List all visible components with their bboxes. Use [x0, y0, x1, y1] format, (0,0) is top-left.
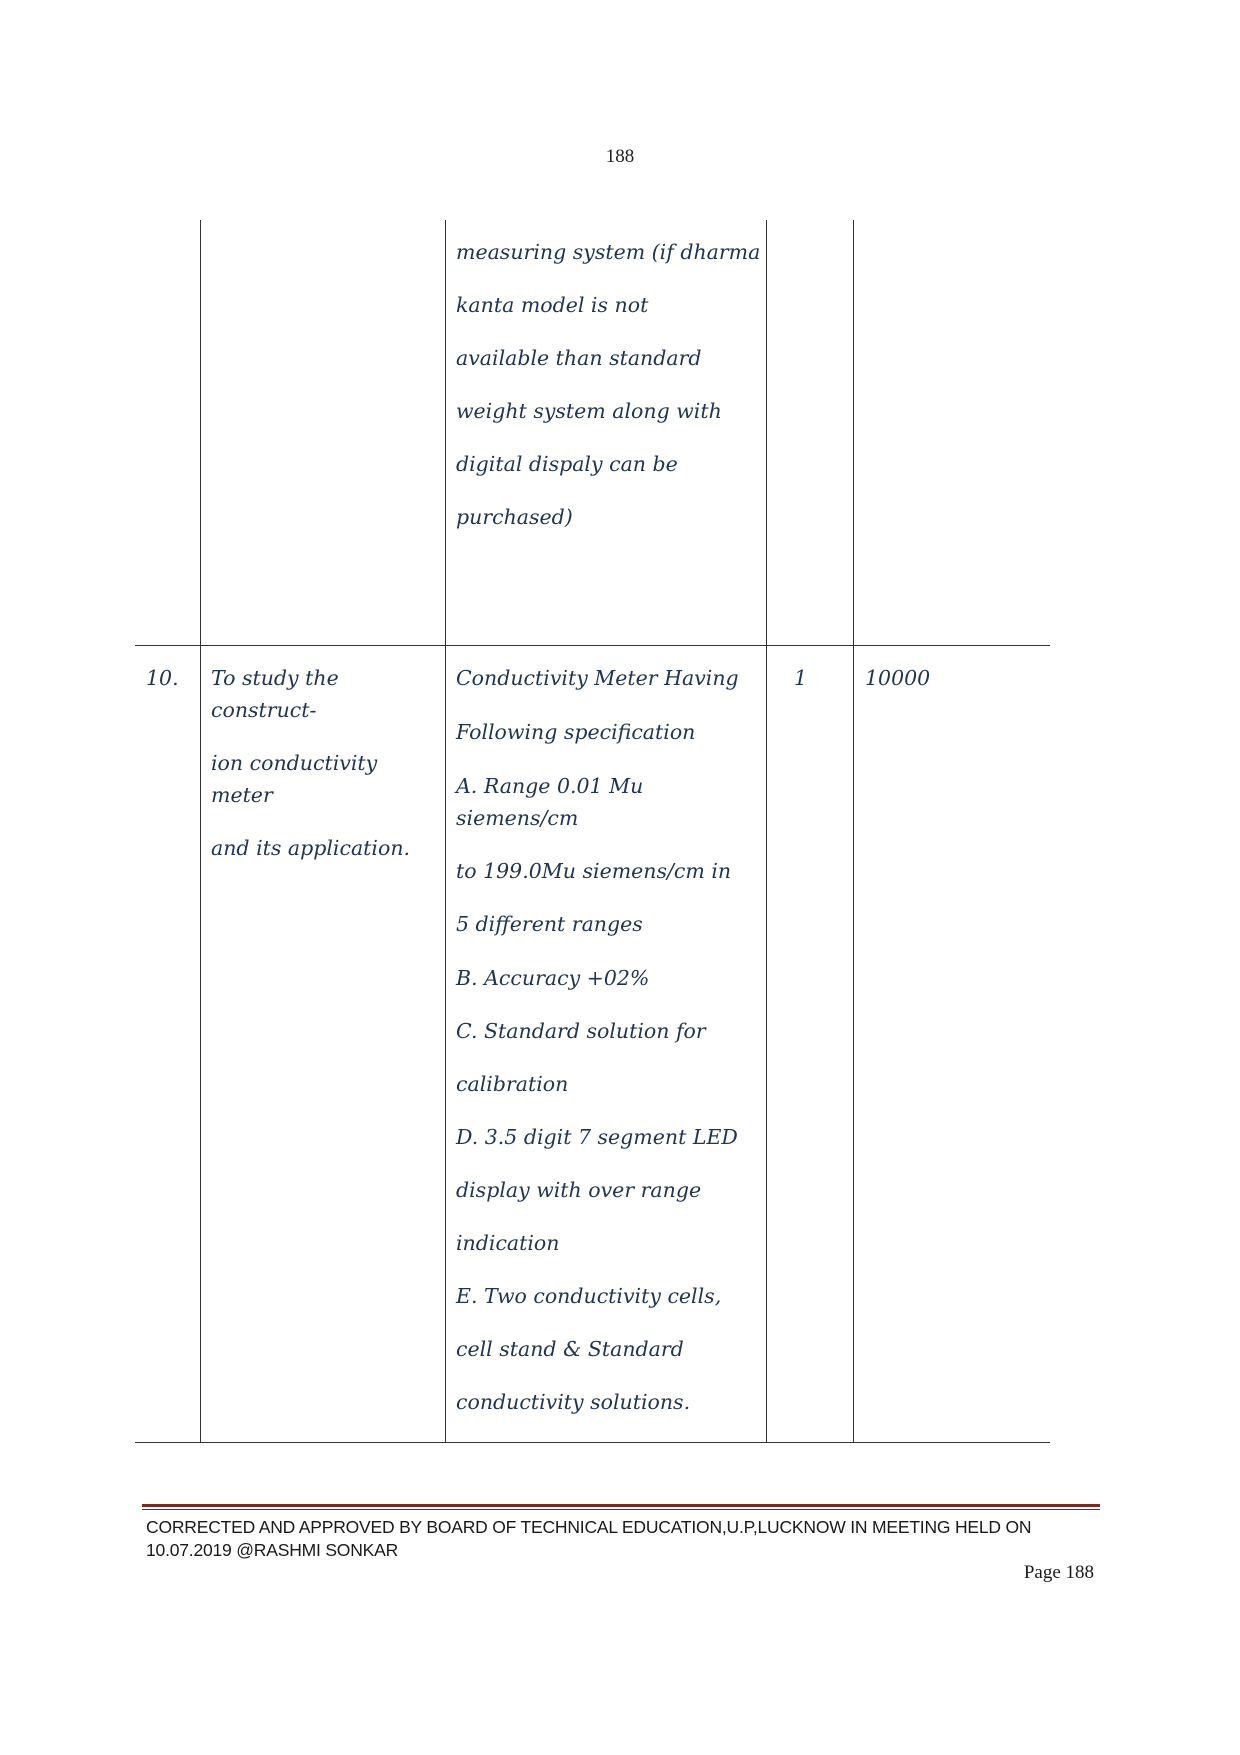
table-col-divider-2 [445, 220, 446, 1442]
spec-line: siemens/cm [456, 806, 579, 830]
spec-line: conductivity solutions. [456, 1390, 691, 1414]
spec-line: C. Standard solution for [456, 1019, 706, 1043]
quantity-cell: 1 [794, 666, 808, 690]
spec-line: purchased) [456, 505, 573, 529]
footer-rule [142, 1504, 1100, 1507]
spec-line: Following specification [456, 720, 696, 744]
page-number-top: 188 [605, 146, 635, 167]
spec-line: digital dispaly can be [456, 452, 678, 476]
spec-line: calibration [456, 1072, 569, 1096]
spec-line: kanta model is not [456, 293, 649, 317]
spec-line: display with over range [456, 1178, 702, 1202]
spec-line: to 199.0Mu siemens/cm in [456, 859, 732, 883]
table-col-divider-4 [853, 220, 854, 1442]
row-serial: 10. [146, 666, 179, 690]
spec-line: measuring system (if dharma [456, 240, 761, 264]
table-bottom-border [135, 1442, 1050, 1443]
spec-line: Conductivity Meter Having [456, 666, 739, 690]
experiment-line: To study the [211, 666, 339, 690]
spec-line: D. 3.5 digit 7 segment LED [456, 1125, 738, 1149]
table-col-divider-1 [200, 220, 201, 1442]
spec-line: E. Two conductivity cells, [456, 1284, 722, 1308]
table-col-divider-3 [766, 220, 767, 1442]
footer-page-label: Page 188 [1023, 1562, 1094, 1583]
spec-line: cell stand & Standard [456, 1337, 684, 1361]
spec-line: weight system along with [456, 399, 722, 423]
experiment-line: and its application. [211, 836, 411, 860]
cost-cell: 10000 [865, 666, 931, 690]
spec-line: indication [456, 1231, 560, 1255]
spec-line: available than standard [456, 346, 702, 370]
experiment-line: construct- [211, 698, 317, 722]
footer-approval-line-1: CORRECTED AND APPROVED BY BOARD OF TECHNICAL EDUCATION,U.P,LUCKNOW IN MEETING HELD ON [146, 1517, 1032, 1537]
spec-line: A. Range 0.01 Mu [456, 774, 644, 798]
experiment-line: ion conductivity [211, 751, 378, 775]
spec-line: 5 different ranges [456, 912, 643, 936]
footer-approval-line-2: 10.07.2019 @RASHMI SONKAR [146, 1540, 399, 1560]
footer-approval-text [146, 1516, 1106, 1562]
experiment-line: meter [211, 783, 273, 807]
spec-line: B. Accuracy +02% [456, 966, 650, 990]
footer-rule-thin [142, 1509, 1100, 1510]
table-row-divider [135, 645, 1050, 646]
